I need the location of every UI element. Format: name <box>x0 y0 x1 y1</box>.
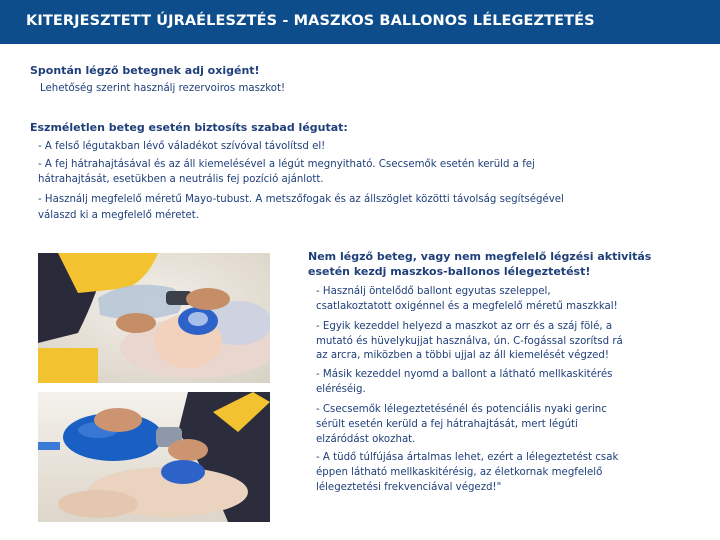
section3-line: - A tüdő túlfújása ártalmas lehet, ezért a lélegeztetést csak <box>316 452 619 463</box>
section1-text: Lehetőség szerint használj rezervoiros maszkot! <box>40 83 286 94</box>
section2-line: - A felső légutakban lévő váladékot szívóval távolítsd el! <box>38 141 326 152</box>
section3-line: az arcra, miközben a többi ujjal az áll kiemelését végzed! <box>316 350 609 361</box>
section3-heading: esetén kezdj maszkos-ballonos lélegeztetést! <box>308 265 591 278</box>
section2-line: válaszd ki a megfelelő méretet. <box>38 210 199 221</box>
section2-line: - Használj megfelelő méretű Mayo-tubust. A metszőfogak és az állszöglet közötti távolság segítségével <box>38 194 564 205</box>
page-title: KITERJESZTETT ÚJRAÉLESZTÉS - MASZKOS BALLONOS LÉLEGEZTETÉS <box>26 13 595 29</box>
section3-line: - Egyik kezeddel helyezd a maszkot az orr és a száj fölé, a <box>316 321 613 332</box>
section3-heading: Nem légző beteg, vagy nem megfelelő légzési aktivitás <box>308 250 652 263</box>
section3-line: - Csecsemők lélegeztetésénél és potenciális nyaki gerinc <box>316 404 607 415</box>
section3-line: - Másik kezeddel nyomd a ballont a látható mellkaskitérés <box>316 369 613 380</box>
section3-line: elzáródást okozhat. <box>316 434 416 445</box>
section3-line: éppen látható mellkaskitérésig, az életkornak megfelelő <box>316 467 603 478</box>
manikin-ventilation-photo <box>38 392 270 522</box>
header-banner <box>0 0 720 44</box>
section3-line: sérült esetén kerüld a fej hátrahajtását, mert légúti <box>316 419 578 430</box>
section2-line: hátrahajtását, esetükben a neutrális fej pozíció ajánlott. <box>38 174 324 185</box>
section3-line: mutató és hüvelykujjat használva, ún. C-fogással szorítsd rá <box>316 336 623 347</box>
section3-line: eléréséig. <box>316 384 366 395</box>
section3-line: lélegeztetési frekvenciával végezd!" <box>316 482 502 493</box>
section1-heading: Spontán légző betegnek adj oxigént! <box>30 64 260 77</box>
section2-heading: Eszméletlen beteg esetén biztosíts szabad légutat: <box>30 121 348 134</box>
section3-line: - Használj öntelődő ballont egyutas szeleppel, <box>316 286 551 297</box>
section2-line: - A fej hátrahajtásával és az áll kiemelésével a légút megnyitható. Csecsemők esetén kerüld a fej <box>38 159 535 170</box>
infant-ventilation-photo <box>38 253 270 383</box>
section3-line: csatlakoztatott oxigénnel és a megfelelő méretű maszkkal! <box>316 301 618 312</box>
